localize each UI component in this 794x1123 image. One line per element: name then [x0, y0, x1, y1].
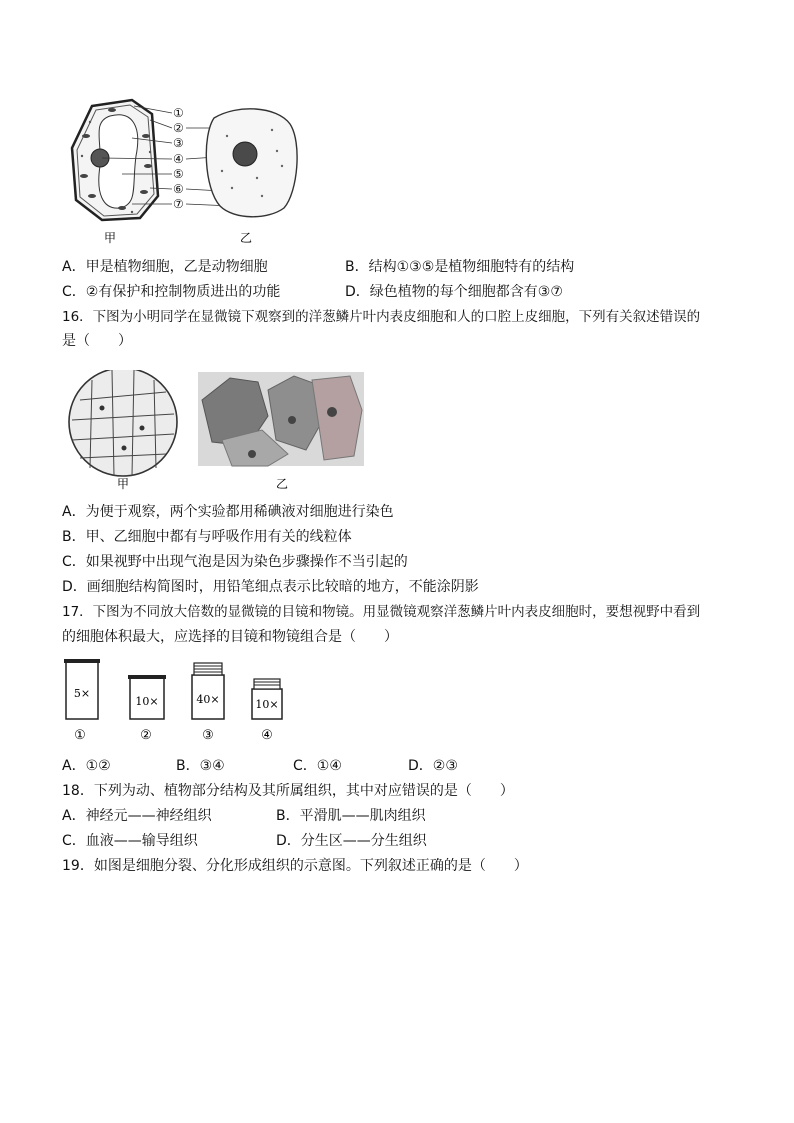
label-2: ②	[173, 121, 184, 135]
q16-option-a: A．为便于观察，两个实验都用稀碘液对细胞进行染色	[62, 504, 394, 520]
label-7: ⑦	[173, 197, 184, 211]
q15-option-c: C．②有保护和控制物质进出的功能	[62, 284, 281, 300]
q15-option-d: D．绿色植物的每个细胞都含有③⑦	[345, 284, 563, 300]
q19-stem: 19．如图是细胞分裂、分化形成组织的示意图。下列叙述正确的是（ ）	[62, 858, 528, 874]
lens-4	[252, 679, 282, 743]
onion-cells-micrograph	[69, 370, 177, 476]
q17-option-c: C．①④	[293, 758, 342, 774]
svg-text:②: ②	[140, 728, 152, 743]
label-3: ③	[173, 136, 184, 150]
q18-option-d: D．分生区——分生组织	[276, 833, 427, 849]
q15-option-a: A．甲是植物细胞，乙是动物细胞	[62, 259, 268, 275]
lens-2	[128, 675, 166, 743]
q18-option-a: A．神经元——神经组织	[62, 808, 212, 824]
q18-option-b: B．平滑肌——肌肉组织	[276, 808, 426, 824]
q16-option-b: B．甲、乙细胞中都有与呼吸作用有关的线粒体	[62, 529, 352, 545]
cheek-cells-micrograph	[198, 372, 364, 466]
label-6: ⑥	[173, 182, 184, 196]
svg-text:10×: 10×	[135, 695, 159, 708]
q17-stem-line2: 的细胞体积最大，应选择的目镜和物镜组合是（ ）	[62, 629, 398, 645]
q16-option-d: D．画细胞结构简图时，用铅笔细点表示比较暗的地方，不能涂阴影	[62, 579, 479, 595]
cell-diagram-figure	[62, 96, 312, 246]
q16-micrograph-figure	[62, 370, 367, 492]
q17-option-b: B．③④	[176, 758, 225, 774]
q16-caption-jia: 甲	[117, 477, 130, 491]
q17-option-d: D．②③	[408, 758, 458, 774]
svg-text:③: ③	[202, 728, 214, 743]
figure-caption-jia: 甲	[104, 231, 117, 245]
figure-caption-yi: 乙	[240, 231, 253, 245]
lens-3	[192, 663, 224, 743]
svg-text:40×: 40×	[196, 693, 220, 706]
q18-option-c: C．血液——输导组织	[62, 833, 198, 849]
q17-option-a: A．①②	[62, 758, 111, 774]
label-1: ①	[173, 106, 184, 120]
q16-option-c: C．如果视野中出现气泡是因为染色步骤操作不当引起的	[62, 554, 408, 570]
q16-stem-line1: 16．下图为小明同学在显微镜下观察到的洋葱鳞片叶内表皮细胞和人的口腔上皮细胞，下列有关叙述错误的	[62, 309, 701, 325]
q16-caption-yi: 乙	[276, 477, 289, 491]
q17-stem-line1: 17．下图为不同放大倍数的显微镜的目镜和物镜。用显微镜观察洋葱鳞片叶内表皮细胞时，要想视野中看到	[62, 604, 701, 620]
animal-cell-drawing	[206, 109, 297, 217]
q18-stem: 18．下列为动、植物部分结构及其所属组织，其中对应错误的是（ ）	[62, 783, 514, 799]
lens-figure	[62, 655, 302, 747]
svg-text:5×: 5×	[73, 687, 91, 700]
q16-stem-line2: 是（ ）	[62, 333, 132, 349]
q15-option-b: B．结构①③⑤是植物细胞特有的结构	[345, 259, 575, 275]
label-4: ④	[173, 152, 184, 166]
svg-text:①: ①	[74, 728, 86, 743]
svg-text:10×: 10×	[255, 698, 279, 711]
svg-text:④: ④	[261, 728, 273, 743]
lens-1	[64, 659, 100, 743]
plant-cell-drawing	[72, 100, 158, 220]
label-5: ⑤	[173, 167, 184, 181]
